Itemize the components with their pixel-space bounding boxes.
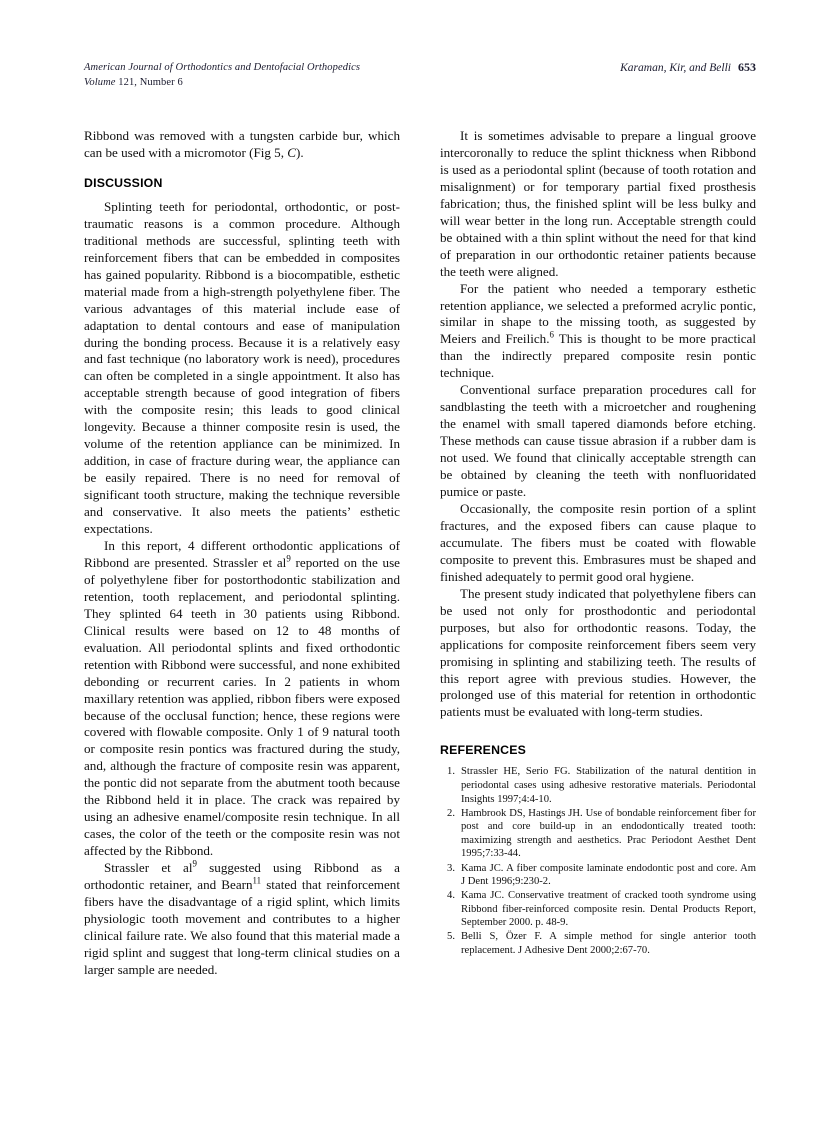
volume-label: Volume (84, 77, 116, 88)
reference-item (440, 889, 756, 930)
left-column (84, 128, 400, 979)
citation-superscript-9a: 9 (286, 553, 291, 564)
reference-number: 1. (447, 766, 455, 778)
discussion-paragraph-3-part2: suggested using Ribbond as a orthodontic retainer, and Bearn (84, 860, 400, 893)
discussion-paragraph-7: Occasionally, the composite resin portion of a splint fractures, and the exposed fibers can cause plaque to accumulate. The fibers must be coated with flowable composite to prevent this. Embrasures must be shaped and finished adequately to permit good oral hygiene. (440, 500, 756, 584)
discussion-paragraph-2-part2: reported on the use of polyethylene fiber for postorthodontic stabilization and retention, tooth replacement, and periodontal splinting. They splinted 64 teeth in 30 patients using Ribbond. Clinical results were based on 12 to 48 months of evaluation. All periodontal splints and fixed orthodontic retention with Ribbond were successful, and none exhibited debonding or recurrent caries. In 2 patients in whom maxillary retention was applied, ribbon fibers were exposed because of the occlusal function; hence, these regions were covered with flowable composite. Only 1 of 9 natural tooth or composite resin pontics was fractured during the study, and, although the fracture of composite resin was apparent, the pontic did not separate from the abutment tooth because the Ribbond held it in place. The crack was repaired by using an adhesive enamel/composite resin technique. In all cases, the color of the teeth or the composite resin was not affected by the Ribbond. (84, 554, 400, 859)
reference-text: Belli S, Özer F. A simple method for single anterior tooth replacement. J Adhesive Dent 2000;2:67-70. (461, 931, 756, 957)
discussion-paragraph-5-part1: For the patient who needed a temporary esthetic retention appliance, we selected a preformed acrylic pontic, similar in shape to the missing tooth, as suggested by Meiers and Freilich. (440, 280, 756, 347)
references-section (440, 743, 756, 957)
journal-title: American Journal of Orthodontics and Dentofacial Orthopedics (84, 62, 361, 73)
figure-panel-label: C (287, 144, 297, 160)
two-column-body (84, 128, 756, 979)
journal-title-block (84, 60, 360, 90)
reference-number: 2. (447, 807, 455, 819)
paragraph-continued-text: Ribbond was removed with a tungsten carbide bur, which can be used with a micromotor (Fig 5, (84, 128, 400, 160)
journal-volume-line (84, 75, 360, 90)
discussion-paragraph-2 (84, 538, 400, 860)
right-column (440, 128, 756, 979)
discussion-paragraph-3-part1: Strassler et al (104, 860, 193, 876)
paragraph-continued-tail: ). (296, 144, 304, 160)
discussion-paragraph-3-part3: stated that reinforcement fibers have the disadvantage of a rigid splint, which limits physiologic tooth movement and contributes to a higher clinical failure rate. We also found that this material made a rigid splint and suggest that long-term clinical studies on a larger sample are needed. (84, 877, 400, 977)
discussion-paragraph-6: Conventional surface preparation procedures call for sandblasting the teeth with a microetcher and roughening the enamel with small tapered diamonds before etching. These methods can cause tissue abrasion if a rubber dam is not used. We found that clinically acceptable strength can be obtained by cleaning the teeth with nonfluoridated pumice or paste. (440, 382, 756, 500)
authors-folio-block (620, 60, 756, 76)
reference-number: 5. (447, 931, 455, 943)
discussion-paragraph-3 (84, 860, 400, 979)
reference-list (440, 765, 756, 957)
reference-text: Kama JC. Conservative treatment of cracked tooth syndrome using Ribbond fiber-reinforced composite resin. Dental Products Report, September 2000. p. 48-9. (461, 890, 756, 929)
citation-superscript-11: 11 (252, 875, 262, 886)
discussion-paragraph-5-part2: This is thought to be more practical than the indirectly prepared composite resin pontic technique. (440, 331, 756, 381)
reference-number: 4. (447, 890, 455, 902)
discussion-paragraph-1: Splinting teeth for periodontal, orthodontic, or post-traumatic reasons is a common procedure. Although traditional methods are successful, splinting teeth with reinforcement fibers that can be embedded in composites has gained popularity. Ribbond is a biocompatible, esthetic material made from a high-strength polyethylene fiber. The various advantages of this material include ease of adaptation to dental contours and ease of manipulation during the bonding process. Because it is a relatively easy and fast technique (no laboratory work is need), procedures can often be completed in a single appointment. It also has acceptable strength because of good integration of fibers with the composite resin; this leads to good clinical longevity. Because a thinner composite resin is used, the volume of the retention appliance can be minimized. In addition, in case of fracture during wear, the appliance can be easily repaired. There is no need for removal of significant tooth structure, making the technique reversible and conservative. It also meets the patients’ esthetic expectations. (84, 198, 400, 537)
citation-superscript-6: 6 (549, 330, 554, 341)
reference-text: Kama JC. A fiber composite laminate endodontic post and core. Am J Dent 1996;9:230-2. (461, 862, 756, 888)
citation-superscript-9b: 9 (192, 858, 197, 869)
page-number: 653 (738, 60, 756, 74)
reference-number: 3. (447, 862, 455, 874)
paragraph-continued (84, 128, 400, 162)
discussion-heading: DISCUSSION (84, 175, 163, 190)
discussion-paragraph-4: It is sometimes advisable to prepare a lingual groove intercoronally to reduce the splint thickness when Ribbond is used as a periodontal splint (because of tooth rotation and misalignment) or for temporary partial fixed prosthesis fabrication; thus, the finished splint will be less bulky and will wear better in the long run. Acceptable strength could be obtained with a thin splint without the need for that kind of preparation in our orthodontic retainer patients because the teeth were aligned. (440, 128, 756, 279)
reference-item (440, 862, 756, 889)
discussion-paragraph-5 (440, 281, 756, 383)
running-head-authors: Karaman, Kir, and Belli (620, 62, 731, 74)
discussion-paragraph-8: The present study indicated that polyethylene fibers can be used not only for prosthodontic and periodontal purposes, but also for orthodontic reasons. Today, the applications for composite reinforcement fibers seem very promising in splinting and stabilizing teeth. The results of this report agree with previous studies. However, the prolonged use of this material for retention in orthodontic patients must be evaluated with long-term studies. (440, 585, 756, 720)
references-heading: REFERENCES (440, 743, 527, 758)
reference-text: Strassler HE, Serio FG. Stabilization of the natural dentition in periodontal cases using adhesive restorative materials. Periodontal Insights 1997;4:4-10. (461, 766, 756, 805)
volume-value: 121, Number 6 (118, 77, 183, 88)
discussion-paragraph-2-part1: In this report, 4 different orthodontic applications of Ribbond are presented. Strassler et al (84, 537, 400, 570)
reference-item (440, 807, 756, 861)
reference-item (440, 930, 756, 957)
running-head (84, 60, 756, 90)
reference-text: Hambrook DS, Hastings JH. Use of bondable reinforcement fiber for post and core build-up in an endodontically treated tooth: maximizing strength and aesthetics. Prac Periodont Aesthet Dent 1995;7:33-44. (461, 807, 756, 860)
reference-item (440, 765, 756, 806)
